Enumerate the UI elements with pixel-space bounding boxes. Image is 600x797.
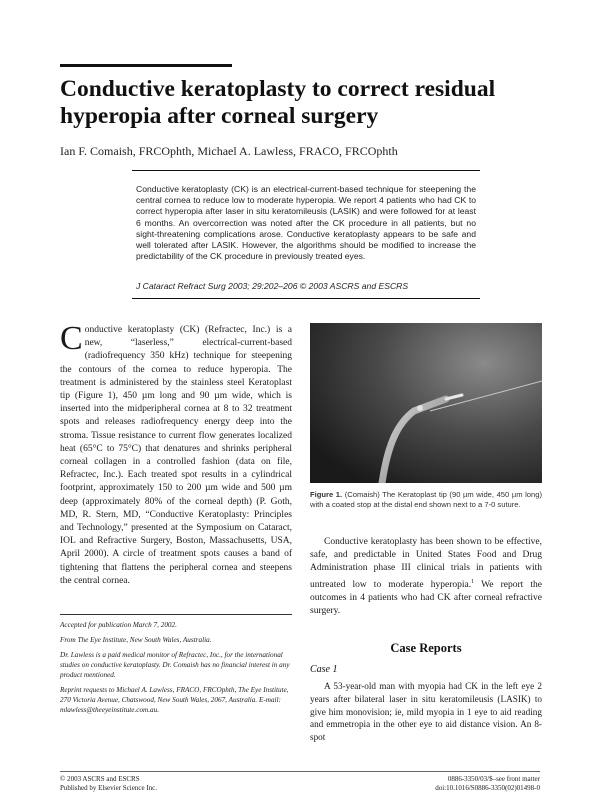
- footnote-affiliation: From The Eye Institute, New South Wales, Australia.: [60, 636, 212, 644]
- title-rule: [60, 64, 232, 67]
- footnote-rule: [60, 614, 292, 615]
- footer-copyright-line: © 2003 ASCRS and ESCRS: [60, 775, 140, 783]
- footnote-reprints: Reprint requests to Michael A. Lawless, FRACO, FRCOphth, The Eye Institute, 270 Victoria Avenue, Chatswood, New South Wales, 2067, Australia. E-mail: mlawless@theeyeinstitute.com.au.: [60, 686, 289, 714]
- footer-doi: doi:10.1016/S0886-3350(02)01498-0: [435, 784, 540, 792]
- abstract-rule-bottom: [132, 298, 480, 299]
- body-text-right-column: [310, 536, 542, 618]
- footer-rule: [60, 771, 540, 772]
- author-line: Ian F. Comaish, FRCOphth, Michael A. Lawless, FRACO, FRCOphth: [60, 144, 398, 158]
- abstract-text: Conductive keratoplasty (CK) is an electrical-current-based technique for steepening the central cornea to reduce low to moderate hyperopia. We report 4 patients who had CK to correct hyperopia after laser in situ keratomileusis (LASIK) and were followed for at least 6 months. An overcorrection was noted after the CK procedure in all patients, but no sight-threatening complications arose. Conductive keratoplasty appears to be safe and well tolerated after LASIK. However, the algorithms should be modified to increase the predictability of the CK procedure in previously treated eyes.: [136, 184, 476, 262]
- footer-copyright: [60, 775, 157, 793]
- footnote-accepted: Accepted for publication March 7, 2002.: [60, 621, 177, 629]
- figure-1-photo: [310, 323, 542, 483]
- article-title: Conductive keratoplasty to correct residual hyperopia after corneal surgery: [60, 76, 496, 129]
- keratoplast-tip-image: [310, 323, 542, 483]
- case-1-text: A 53-year-old man with myopia had CK in the left eye 2 years after bilateral laser in situ keratomileusis (LASIK) to give him monovision; ie, mild myopia in 1 eye to aid reading and emmetropia in the other eye to aid distance vision. An 8-spot: [310, 681, 542, 743]
- figure-caption-text: (Comaish) The Keratoplast tip (90 µm wide, 450 µm long) with a coated stop at the distal end shown next to a 7-0 suture.: [310, 490, 542, 509]
- footer-identifiers: [340, 775, 540, 793]
- footnotes: [60, 620, 292, 720]
- figure-label: Figure 1.: [310, 490, 343, 499]
- abstract-rule-top: [132, 170, 480, 171]
- footer-publisher-line: Published by Elsevier Science Inc.: [60, 784, 158, 792]
- figure-caption: [310, 490, 542, 510]
- body-text-left-column: [60, 320, 292, 588]
- section-heading-case-reports: Case Reports: [390, 641, 462, 655]
- reference-superscript: 1: [471, 578, 475, 585]
- journal-citation: J Cataract Refract Surg 2003; 29:202–206 © 2003 ASCRS and ESCRS: [136, 281, 409, 291]
- right-paragraph-text: Conductive keratoplasty has been shown to be effective, safe, and predictable in United States Food and Drug Administration phase III clinical trials in patients with untreated low to moderate hyperopia.: [310, 537, 542, 590]
- right-paragraph-text-end: We report the outcomes in 4 patients who had CK after corneal refractive surgery.: [310, 579, 542, 617]
- footer-issn: 0886-3350/03/$–see front matter: [447, 775, 540, 783]
- drop-cap: C: [60, 320, 83, 357]
- subheading-case-1: Case 1: [310, 664, 338, 675]
- intro-paragraph: onductive keratoplasty (CK) (Refractec, Inc.) is a new, “laserless,” electrical-current-based (radiofrequency 350 kHz) technique for steepening the contours of the cornea to reduce hyperopia. The treatment is administered by the stainless steel Keratoplast tip (Figure 1), 450 µm long and 90 µm wide, which is inserted into the midperipheral cornea at 8 to 32 treatment spots and releases radiofrequency energy deep into the stroma. Tissue resistance to current flow generates localized heat (65°C to 75°C) that denatures and shrinks peripheral corneal collagen in a controlled fashion (data on file, Refractec, Inc.). Each treated spot results in a cylindrical footprint, approximately 150 to 200 µm wide and 500 µm deep (approximately 80% of the corneal depth) (P. Goth, MD, R. Stern, MD, “Conductive Keratoplasty: Principles and Technology,” presented at the Symposium on Cataract, IOL and Refractive Surgery, Boston, Massachusetts, USA, April 2000). A circle of treatment spots causes a band of tightening that flattens the peripheral cornea and steepens the central cornea.: [60, 325, 292, 586]
- footnote-disclosure: Dr. Lawless is a paid medical monitor of Refractec, Inc., for the international studies on conductive keratoplasty. Dr. Comaish has no financial interest in any product mentioned.: [60, 651, 290, 679]
